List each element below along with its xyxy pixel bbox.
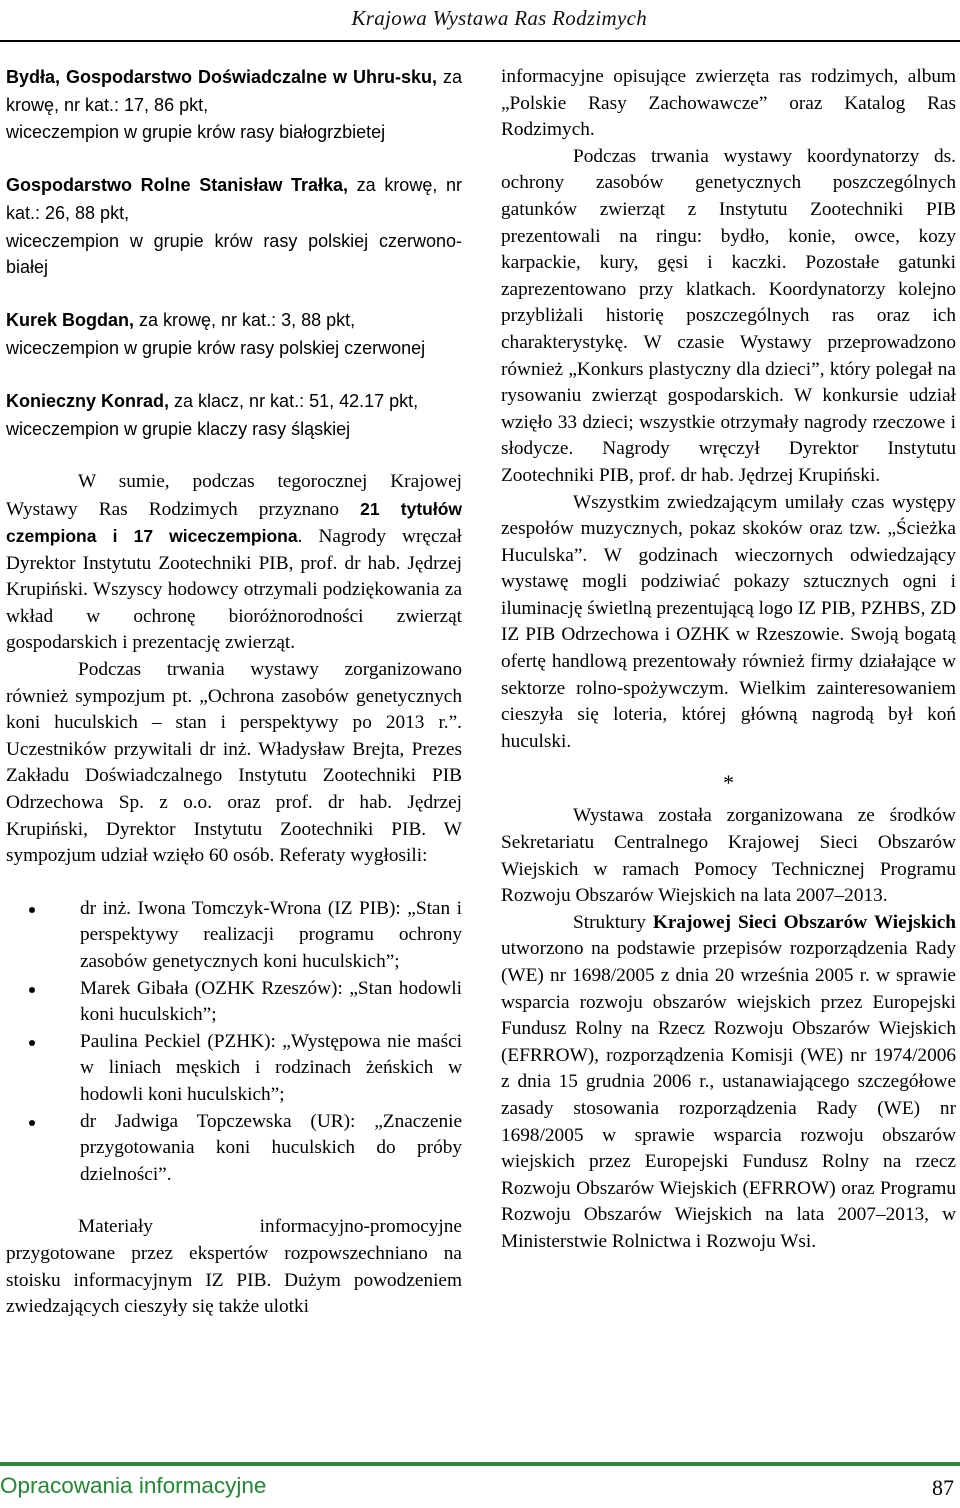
award-title: wiceczempion w grupie krów rasy polskiej czerwono-białej xyxy=(6,230,462,278)
left-column xyxy=(6,64,462,1321)
right-column xyxy=(501,64,956,1256)
breeder-name: Konieczny Konrad, xyxy=(6,391,170,412)
award-entry xyxy=(6,172,462,280)
network-paragraph xyxy=(501,910,956,1256)
award-title: wiceczempion w grupie klaczy rasy śląskiej xyxy=(6,418,351,439)
award-title: wiceczempion w grupie krów rasy białogrzbietej xyxy=(6,122,386,143)
speaker-list xyxy=(6,896,462,1189)
entry-detail: za klacz, nr kat.: 51, 42.17 pkt, xyxy=(169,391,419,412)
network-text-end: utworzono na podstawie przepisów rozporządzenia Rady (WE) nr 1698/2005 z dnia 20 września 2005 r. w sprawie wsparcia rozwoju obszarów wiejskich przez Europejski Fundusz Rolny na Rzecz Rozwoju Obszarów Wiejskich (EFRROW), rozporządzenia Komisji (WE) nr 1974/2006 z dnia 15 grudnia 2006 r., ustanawiającego szczegółowe zasady stosowania rozporządzenia Rady (WE) nr 1698/2005 w sprawie wsparcia rozwoju obszarów wiejskich przez Europejski Fundusz Rolny na rzecz Rozwoju Obszarów Wiejskich (EFRROW) oraz Programu Rozwoju Obszarów Wiejskich na lata 2007–2013, w Ministerstwie Rolnictwa i Rozwoju Wsi. xyxy=(501,938,956,1252)
summary-text-end: . Nagrody wręczał Dyrektor Instytutu Zootechniki PIB, prof. dr hab. Jędrzej Krupiński. Wszyscy hodowcy otrzymali podziękowania za wkład w ochronę bioróżnorodności zwierząt gospodarskich i prezentację zwierząt. xyxy=(6,526,462,654)
award-entry xyxy=(6,388,462,442)
symposium-paragraph: Podczas trwania wystawy zorganizowano również sympozjum pt. „Ochrona zasobów genetycznych koni huculskich – stan i perspektywy po 2013 r.”. Uczestników przywitali dr inż. Władysław Brejta, Prezes Zakładu Doświadczalnego Instytutu Zootechniki PIB Odrzechowa Sp. z o.o. oraz prof. dr hab. Jędrzej Krupiński, Dyrektor Instytutu Zootechniki PIB. W sympozjum udział wzięło 60 osób. Referaty wygłosili: xyxy=(6,659,462,867)
list-item: dr Jadwiga Topczewska (UR): „Znaczenie przygotowania koni huculskich do próby dzielności”. xyxy=(6,1109,462,1189)
list-item: Marek Gibała (OZHK Rzeszów): „Stan hodowli koni huculskich”; xyxy=(6,976,462,1029)
list-item: Paulina Peckiel (PZHK): „Występowa nie maści w liniach męskich i rodzinach żeńskich w hodowli koni huculskich”; xyxy=(6,1029,462,1109)
breeder-name: Gospodarstwo Rolne Stanisław Trałka, xyxy=(6,175,349,196)
footer-section-title: Opracowania informacyjne xyxy=(0,1473,267,1498)
funding-paragraph: Wystawa została zorganizowana ze środków Sekretariatu Centralnego Krajowej Sieci Obszarów Wiejskich w ramach Pomocy Technicznej Programu Rozwoju Obszarów Wiejskich na lata 2007–2013. xyxy=(501,805,956,907)
materials-paragraph: Materiały informacyjno-promocyjne przygotowane przez ekspertów rozpowszechniano na stoisku informacyjnym IZ PIB. Dużym powodzeniem zwiedzających cieszyły się także ulotki xyxy=(6,1216,462,1318)
entry-detail: za krowę, nr kat.: 26, 88 pkt, xyxy=(6,175,462,223)
entry-detail: za krowę, nr kat.: 17, 86 pkt, xyxy=(6,67,463,115)
network-text: Struktury xyxy=(573,911,653,933)
award-title: wiceczempion w grupie krów rasy polskiej czerwonej xyxy=(6,337,426,358)
summary-paragraph xyxy=(6,469,462,657)
footer-rule xyxy=(0,1462,960,1466)
section-separator: * xyxy=(723,770,734,796)
list-item: dr inż. Iwona Tomczyk-Wrona (IZ PIB): „Stan i perspektywy realizacji programu ochrony zasobów genetycznych koni huculskich”; xyxy=(6,896,462,976)
breeder-name: Bydła, Gospodarstwo Doświadczalne w Uhru-sku, xyxy=(6,67,438,87)
exhibition-paragraph: Podczas trwania wystawy koordynatorzy ds. ochrony zasobów genetycznych poszczególnych gatunków zwierząt z Instytutu Zootechniki PIB prezentowali na ringu: bydło, konie, owce, kozy karpackie, kury, gęsi i kaczki. Pozostałe gatunki zaprezentowano przy klatkach. Koordynatorzy kolejno przybliżali historię poszczególnych ras oraz ich charakterystykę. W czasie Wystawy przeprowadzono również „Konkurs plastyczny dla dzieci”, który polegał na rysowaniu zwierząt gospodarskich. W konkursie udział wzięło 33 dzieci; wszystkie otrzymały nagrody rzeczowe i słodycze. Nagrody wręczył Dyrektor Instytutu Zootechniki PIB, prof. dr hab. Jędrzej Krupiński. xyxy=(501,145,956,486)
running-header: Krajowa Wystawa Ras Rodzimych xyxy=(351,6,647,30)
network-bold: Krajowej Sieci Obszarów Wiejskich xyxy=(652,911,956,933)
header-rule xyxy=(0,40,960,42)
page-number: 87 xyxy=(932,1475,954,1500)
summary-bold: 21 tytułów czempiona i 17 wiceczempiona xyxy=(6,498,462,547)
summary-text: W sumie, podczas tegorocznej Krajowej Wystawy Ras Rodzimych przyznano xyxy=(6,470,462,520)
attractions-paragraph: Wszystkim zwiedzającym umilały czas występy zespołów muzycznych, pokaz skoków oraz tzw. „Ścieżka Huculska”. W godzinach wieczornych odwiedzający wystawę mogli podziwiać pokazy sztucznych ogni i iluminację świetlną prezentującą logo IZ PIB, PZHBS, ZD IZ PIB Odrzechowa i OZHK w Rzeszowie. Swoją bogatą ofertę handlową prezentowały również firmy działające w sektorze rolno-spożywczym. Wielkim zainteresowaniem cieszyła się loteria, której główną nagrodą był koń huculski. xyxy=(501,491,956,752)
award-entry xyxy=(6,307,462,361)
award-entry xyxy=(6,64,462,146)
breeder-name: Kurek Bogdan, xyxy=(6,310,135,331)
entry-detail: za krowę, nr kat.: 3, 88 pkt, xyxy=(134,310,356,331)
continuation-paragraph: informacyjne opisujące zwierzęta ras rodzimych, album „Polskie Rasy Zachowawcze” oraz Katalog Ras Rodzimych. xyxy=(501,66,956,141)
